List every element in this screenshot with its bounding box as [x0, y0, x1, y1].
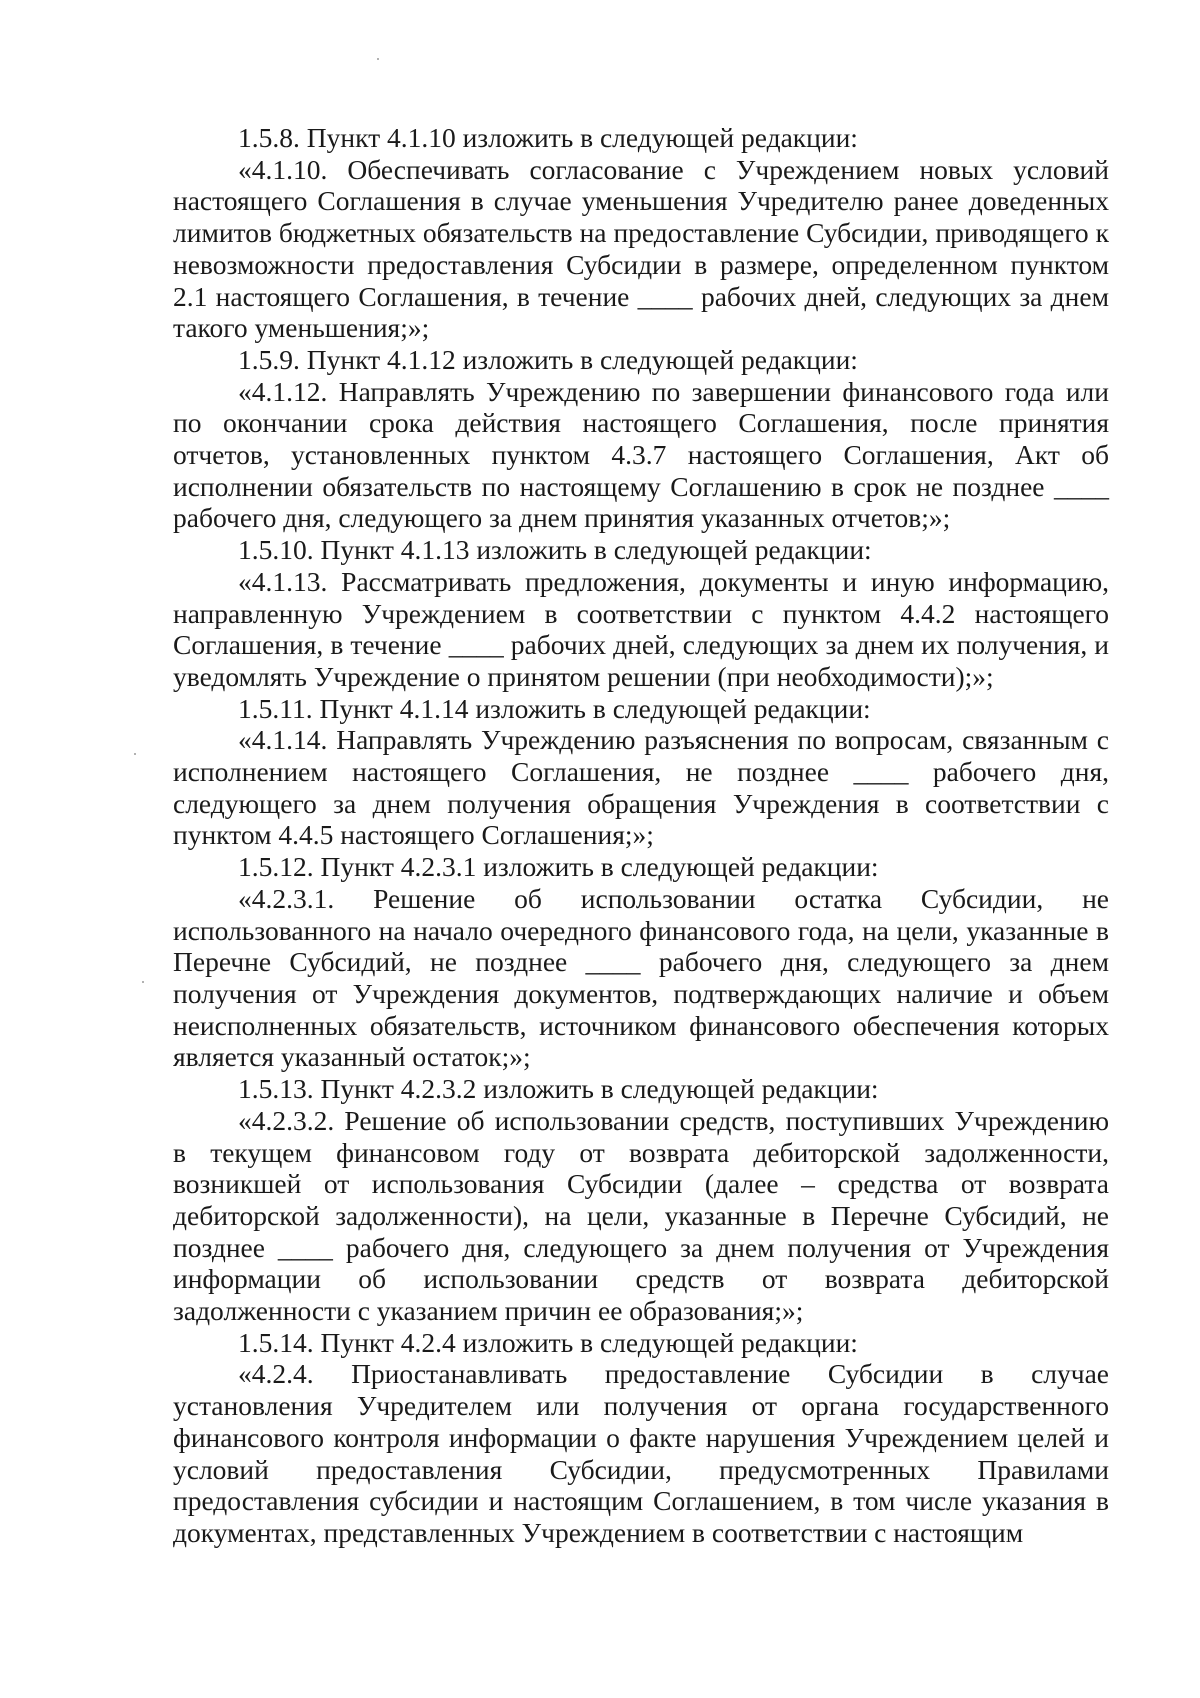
clause-text-4-1-13: «4.1.13. Рассматривать предложения, документы и иную информацию, направленную Учреждением в соответствии с пунктом 4.4.2 настоящего Соглашения, в течение ____ рабочих дней, следующих за днем их получения, и уведомлять Учреждение о принятом решении (при необходимости);»; [173, 565, 1109, 692]
clause-text-4-2-4: «4.2.4. Приостанавливать предоставление Субсидии в случае установления Учредителем или получения от органа государственного финансового контроля информации о факте нарушения Учреждением целей и условий предоставления Субсидии, предусмотренных Правилами предоставления субсидии и настоящим Соглашением, в том числе указания в документах, представленных Учреждением в соответствии с настоящим [173, 1358, 1109, 1548]
clause-heading-1-5-8: 1.5.8. Пункт 4.1.10 изложить в следующей редакции: [238, 122, 858, 153]
document-body [173, 122, 1109, 1549]
clause-heading-1-5-11: 1.5.11. Пункт 4.1.14 изложить в следующей редакции: [238, 692, 871, 724]
clause-text-4-1-12: «4.1.12. Направлять Учреждению по завершении финансового года или по окончании срока действия настоящего Соглашения, после принятия отчетов, установленных пунктом 4.3.7 настоящего Соглашения, Акт об исполнении обязательств по настоящему Соглашению в срок не позднее ____ рабочего дня, следующего за днем принятия указанных отчетов;»; [173, 375, 1109, 534]
clause-heading-1-5-13: 1.5.13. Пункт 4.2.3.2 изложить в следующей редакции: [238, 1073, 879, 1105]
clause-heading-1-5-10: 1.5.10. Пункт 4.1.13 изложить в следующей редакции: [238, 534, 872, 566]
clause-text-4-2-3-1: «4.2.3.1. Решение об использовании остатка Субсидии, не использованного на начало очередного финансового года, на цели, указанные в Перечне Субсидий, не позднее ____ рабочего дня, следующего за днем получения от Учреждения документов, подтверждающих наличие и объем неисполненных обязательств, источником финансового обеспечения которых является указанный остаток;»; [173, 882, 1109, 1073]
clause-heading-1-5-9: 1.5.9. Пункт 4.1.12 изложить в следующей редакции: [238, 343, 858, 375]
clause-text-4-1-14: «4.1.14. Направлять Учреждению разъяснения по вопросам, связанным с исполнением настоящего Соглашения, не позднее ____ рабочего дня, следующего за днем получения обращения Учреждения в соответствии с пунктом 4.4.5 настоящего Соглашения;»; [173, 724, 1109, 851]
scan-speck [134, 753, 136, 755]
clause-text-4-1-10: «4.1.10. Обеспечивать согласование с Учреждением новых условий настоящего Соглашения в случае уменьшения Учредителю ранее доведенных лимитов бюджетных обязательств на предоставление Субсидии, приводящего к невозможности предоставления Субсидии в размере, определенном пунктом 2.1 настоящего Соглашения, в течение ____ рабочих дней, следующих за днем такого уменьшения;»; [173, 153, 1109, 344]
clause-heading-1-5-14: 1.5.14. Пункт 4.2.4 изложить в следующей редакции: [238, 1326, 858, 1358]
scan-speck [377, 58, 379, 60]
scan-speck [142, 981, 144, 983]
clause-heading-1-5-12: 1.5.12. Пункт 4.2.3.1 изложить в следующей редакции: [238, 851, 879, 883]
clause-text-4-2-3-2: «4.2.3.2. Решение об использовании средств, поступивших Учреждению в текущем финансовом году от возврата дебиторской задолженности, возникшей от использования Субсидии (далее – средства от возврата дебиторской задолженности), на цели, указанные в Перечне Субсидий, не позднее ____ рабочего дня, следующего за днем получения от Учреждения информации об использовании средств от возврата дебиторской задолженности с указанием причин ее образования;»; [173, 1104, 1109, 1327]
